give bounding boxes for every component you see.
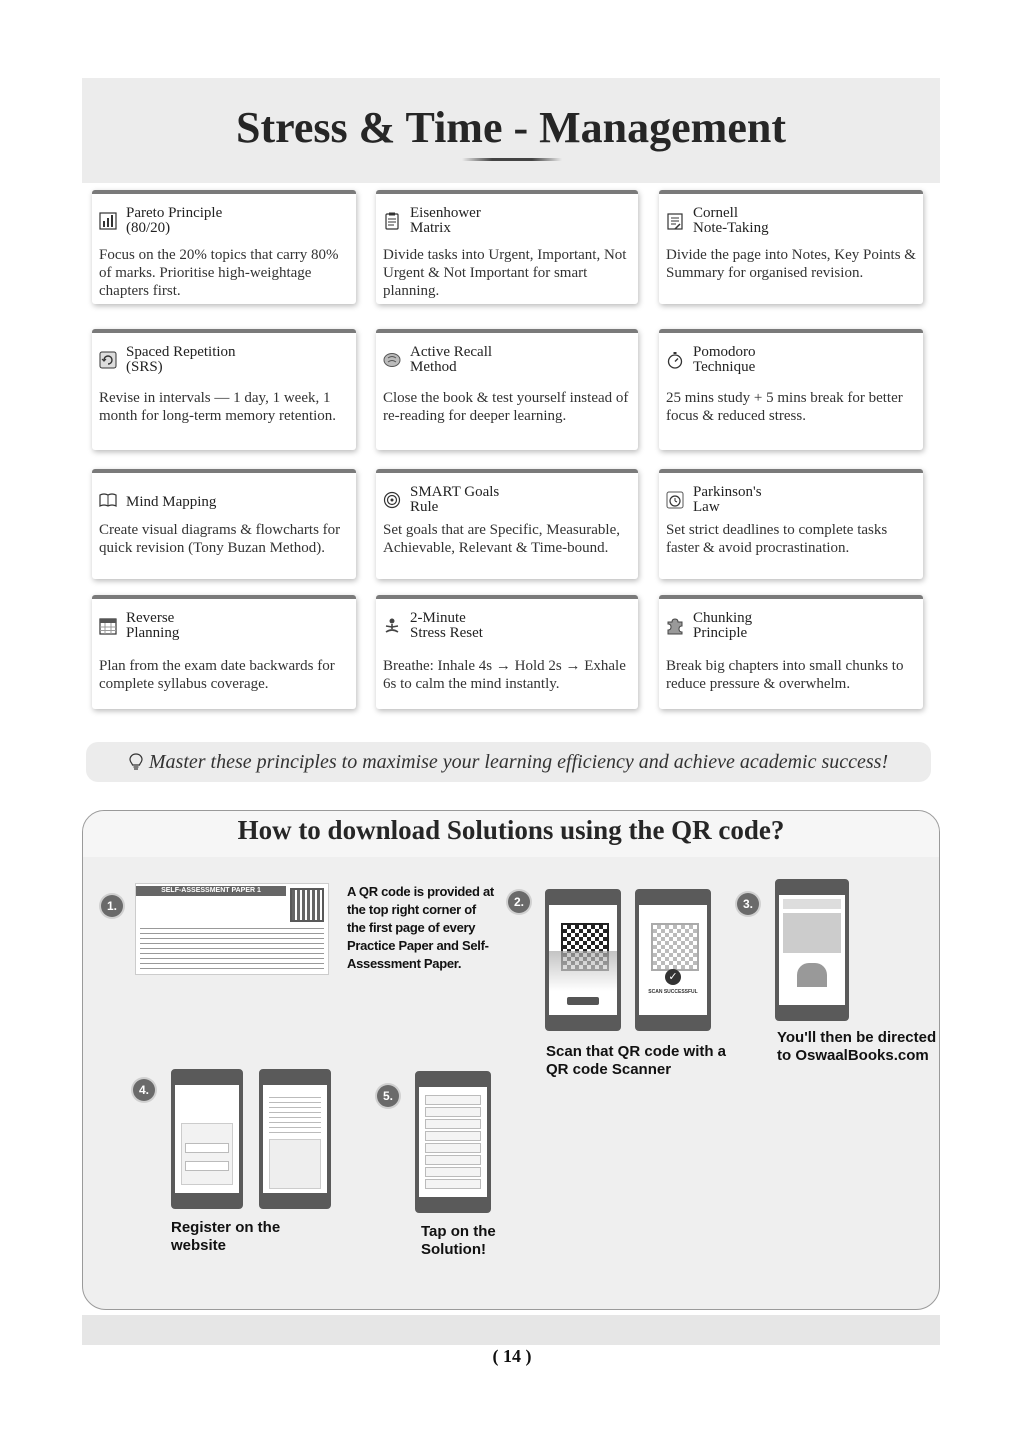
step-1-text: A QR code is provided at the top right corner of the first page of every Practice Paper and Self-Assessment Paper. [347,884,494,971]
principle-description: 25 mins study + 5 mins break for better focus & reduced stress. [666,390,903,424]
clipboard-icon [383,212,401,230]
phone-scanning [545,889,621,1031]
calendar-icon [99,617,117,635]
footer-band [82,1315,940,1345]
tip-bar [86,742,931,782]
principle-title: Parkinson's Law [693,484,762,515]
principle-title: Cornell Note-Taking [693,205,769,236]
page-number: ( 14 ) [492,1346,532,1366]
principle-card [376,469,638,579]
sample-paper-thumbnail [135,883,329,975]
step-5-number: 5. [377,1085,399,1107]
site-header [783,899,841,909]
principle-description: Divide the page into Notes, Key Points & Summary for organised revision. [666,247,916,281]
principle-title: Pareto Principle (80/20) [126,205,223,236]
title-underline [462,158,562,161]
list-item [425,1155,481,1165]
principle-title: Active Recall Method [410,344,493,375]
principle-card [376,329,638,450]
principle-title: Reverse Planning [126,610,180,641]
phone-register [259,1069,331,1209]
sample-paper-heading: SELF-ASSESSMENT PAPER 1 [136,886,286,896]
tip-text: Master these principles to maximise your learning efficiency and achieve academic success! [148,750,889,773]
phone-scan-result [635,889,711,1031]
login-field [185,1143,229,1153]
brain-icon [383,351,401,369]
list-item [425,1143,481,1153]
list-item [425,1095,481,1105]
list-item [425,1107,481,1117]
step-4-text: Register on the website [171,1219,281,1254]
principle-title: Mind Mapping [126,494,217,510]
phone-oswaal-site [775,879,849,1021]
principle-card [376,595,638,709]
principle-card [659,190,923,304]
list-item [425,1131,481,1141]
step-5-text: Tap on the Solution! [421,1223,496,1258]
principle-title: Spaced Repetition (SRS) [126,344,236,375]
alarm-clock-icon [666,491,684,509]
qr-download-panel [82,810,940,1310]
step-4-number: 4. [133,1079,155,1101]
principle-description: Divide tasks into Urgent, Important, Not Urgent & Not Important for smart planning. [383,247,627,299]
step-3-text: You'll then be directed to OswaalBooks.com [777,1029,937,1064]
principle-description: Break big chapters into small chunks to reduce pressure & overwhelm. [666,658,904,692]
stopwatch-icon [666,351,684,369]
principle-title: Chunking Principle [693,610,753,641]
step-2-text: Scan that QR code with a QR code Scanner [546,1043,727,1078]
principle-card [659,595,923,709]
qr-code-icon [651,923,699,971]
register-box [269,1139,321,1189]
page-title: Stress & Time - Management [236,103,786,152]
scan-status: SCAN SUCCESSFUL [648,989,698,995]
scan-button [567,997,599,1005]
principle-card [92,190,356,304]
text-lines [140,924,324,970]
principle-description: Create visual diagrams & flowcharts for quick revision (Tony Buzan Method). [99,522,341,556]
qr-section-title: How to download Solutions using the QR code? [237,815,785,845]
phone-login [171,1069,243,1209]
principle-card [92,595,356,709]
meditation-icon [383,617,401,635]
principle-card [92,329,356,450]
login-box [181,1123,233,1185]
principle-description: Set strict deadlines to complete tasks faster & avoid procrastination. [666,522,888,556]
principle-card [92,469,356,579]
principle-description: Plan from the exam date backwards for complete syllabus coverage. [99,658,335,692]
check-icon: ✓ [665,969,681,985]
principle-title: 2-Minute Stress Reset [410,610,483,641]
principle-card [659,469,923,579]
book-icon [99,491,117,509]
principle-description: Breathe: Inhale 4s → Hold 2s → Exhale 6s to calm the mind instantly. [383,658,626,692]
principle-description: Close the book & test yourself instead of re-reading for deeper learning. [383,390,629,424]
target-icon [383,491,401,509]
principle-title: Eisenhower Matrix [410,205,481,236]
scan-beam [549,951,617,991]
step-2-number: 2. [508,891,530,913]
principle-description: Revise in intervals — 1 day, 1 week, 1 month for long-term memory retention. [99,390,337,424]
principle-description: Focus on the 20% topics that carry 80% of marks. Prioritise high-weightage chapters first. [99,247,339,299]
notepad-icon [666,212,684,230]
qr-code-icon [290,888,324,922]
bar-chart-icon [99,212,117,230]
puzzle-icon [666,617,684,635]
refresh-icon [99,351,117,369]
step-3-number: 3. [737,893,759,915]
principle-card [376,190,638,304]
list-item [425,1119,481,1129]
site-tile [797,963,827,987]
principle-title: SMART Goals Rule [410,484,500,515]
principle-title: Pomodoro Technique [693,344,756,375]
list-item [425,1167,481,1177]
phone-solutions-list [415,1071,491,1213]
password-field [185,1161,229,1171]
register-text [269,1093,321,1133]
principle-card [659,329,923,450]
list-item [425,1179,481,1189]
site-banner [783,913,841,953]
lightbulb-icon [129,753,143,771]
step-1-number: 1. [101,895,123,917]
principle-description: Set goals that are Specific, Measurable, Achievable, Relevant & Time-bound. [383,522,620,556]
